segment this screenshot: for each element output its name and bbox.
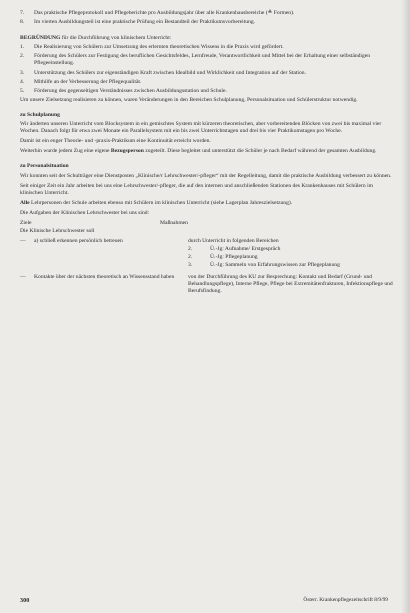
item-text: Förderung des Schülers zur Festigung des beruflichen Gesichtsfeldes, Lernfreude, Verantwortlichkeit und Mittel bei der Erhaltung einer selbständigen Pflegeeinstellung. — [34, 53, 371, 67]
subitem-number: 2. — [188, 254, 193, 261]
page-footer — [20, 597, 388, 604]
subitem-number: 3. — [188, 262, 193, 269]
list-item — [20, 10, 396, 17]
tasks-intro: Die Aufgaben der Klinischen Lehrschwester bei uns sind: — [20, 209, 150, 216]
item-text: Mithilfe an der Verbesserung der Pflegequalität. — [34, 78, 142, 85]
paragraph-bezugsperson — [20, 148, 396, 155]
item-text: Förderung des gegenseitigen Verständnisses zwischen Ausbildungsstation und Schule. — [34, 87, 227, 94]
measure-subitem — [188, 262, 396, 269]
text-run: zugeteilt. Diese begleitet und unterstützt die Schüler je nach Bedarf während der gesamten Ausbildung. — [143, 148, 377, 155]
heading-rest: für die Durchführung von klinischem Unterricht: — [61, 35, 172, 42]
subitem-number: 2. — [188, 246, 193, 253]
bold-term: Bezugsperson — [110, 148, 144, 155]
bold-term: Alle — [20, 199, 30, 206]
begruendung-list — [20, 44, 396, 95]
measure-text: durch Unterricht in folgenden Bereichen — [188, 238, 279, 245]
paragraph: Wir konnten seit der Schulträger eine Dienstposten „Klinische/r Lehrschwester/-pfleger“ mit der Regelleitung, damit die praktische Ausbildung verbessert zu können. — [20, 172, 392, 179]
item-number: 5. — [20, 87, 25, 94]
item-number: 4. — [20, 78, 25, 85]
page-number: 300 — [20, 596, 30, 604]
text-run: Weiterhin wurde jedem Zug eine eigene — [20, 148, 111, 155]
row-dash: — — [20, 238, 26, 245]
subitem-text: Ü.-Jg: Sammeln von Erfahrungswissen zur Pflegeplanung — [210, 262, 340, 269]
item-text: Im vierten Ausbildungsteil ist eine praktische Prüfung ein Bestandteil der Praktikumsvorbereitung. — [34, 19, 256, 26]
table-row — [20, 274, 396, 295]
item-number: 3. — [20, 69, 25, 76]
table-row — [20, 238, 396, 269]
measure-subitem — [188, 246, 396, 253]
heading-bold: BEGRÜNDUNG — [20, 35, 61, 42]
item-text: Die Realisierung von Schülern zur Umsetzung des erlernten theoretischen Wissens in die Praxis wird gefördert. — [34, 44, 284, 51]
paragraph: Seit einiger Zeit ein Jahr arbeiten bei uns eine Lehrschwester/-pfleger, die auf den internen und anschließenden Stationen des Krankenhauses mit Schülern im klinischen Unterricht. — [20, 182, 373, 196]
journal-reference: Österr. Krankenpflegezeitschrift 8/9/99 — [303, 596, 388, 603]
row-goal: a) schließ erkennen persönlich betreuen — [34, 238, 123, 245]
list-item — [20, 44, 396, 51]
item-number: 7. — [20, 10, 25, 16]
item-text: Unterstützung des Schülers zur eigenständigen Kraft zwischen Idealbild und Wirklichkeit und Integration auf der Station. — [34, 69, 306, 76]
subitem-text: Ü.-Jg: Pflegeplanung — [210, 254, 258, 261]
measure-text: von der Durchführung des KU zur Besprechung: Kontakt und Bedarf (Grund- und Behandlungspflege), Interne Pflege, Pflege bei Extremitätenfrakturen, Infektionspflege und Berufsfindung. — [188, 273, 393, 294]
item-number: 2. — [20, 53, 25, 60]
row-dash: — — [20, 273, 26, 280]
page-binding-shadow — [401, 0, 410, 613]
section-heading-personal: zu Personalsituation — [20, 163, 69, 170]
row-measures — [188, 238, 396, 269]
paragraph: Wir änderten unseren Unterricht vom Blocksystem in ein gemischtes System mit kürzeren theoretischen, aber vorbereitenden Blöcken von zwei bis maximal vier Wochen. Danach folgt für etwa zwei Monate ein Parallelsystem mit ein bis zwei Unterrichtstagen und drei bis vier Praktikumstagen pro Woche. — [20, 121, 382, 135]
intro-list — [20, 10, 396, 26]
list-item — [20, 19, 396, 26]
paragraph: Damit ist ein enger Theorie- und -praxis-Praktikum eine Kontinuität erreicht worden. — [20, 138, 211, 145]
section-heading-schulplanung: zu Schulplanung — [20, 111, 60, 118]
subitem-text: Ü.-Jg: Aufnahme/ Erstgespräch — [210, 246, 281, 253]
begruendung-summary: Um unsere Zielsetzung realisieren zu können, waren Veränderungen in den Bereichen Schulplanung, Personalsituation und Schülerstruktur notwendig. — [20, 96, 358, 103]
measure-subitem — [188, 254, 396, 261]
list-item — [20, 53, 396, 67]
list-item — [20, 88, 396, 95]
item-text: Das praktische Pflegeprotokoll und Pflegeberichte pro Ausbildungsjahr über alle Krankenhausbereiche (≙ Formen). — [34, 10, 295, 16]
row-measures — [188, 274, 396, 295]
item-number: 1. — [20, 44, 25, 51]
list-item — [20, 70, 396, 77]
paragraph-alle — [20, 200, 396, 207]
column-header-goals: Ziele — [20, 219, 32, 226]
column-header-measures: Maßnahmen — [160, 219, 188, 226]
item-number: 8. — [20, 19, 25, 26]
list-item — [20, 79, 396, 86]
text-run: Lehrpersonen der Schule arbeiten ebenso mit Schülern im klinischen Unterricht (siehe Lagerplan Jahreszielsetzung). — [29, 199, 293, 206]
table-header — [20, 220, 396, 227]
section-heading-begruendung — [20, 35, 396, 42]
tasks-table — [20, 238, 396, 295]
row-goal: Kontakte über der nächsten theoretisch an Wissensstand haben — [34, 273, 175, 280]
tasks-lead: Die Klinische Lehrschwester soll — [20, 228, 95, 235]
